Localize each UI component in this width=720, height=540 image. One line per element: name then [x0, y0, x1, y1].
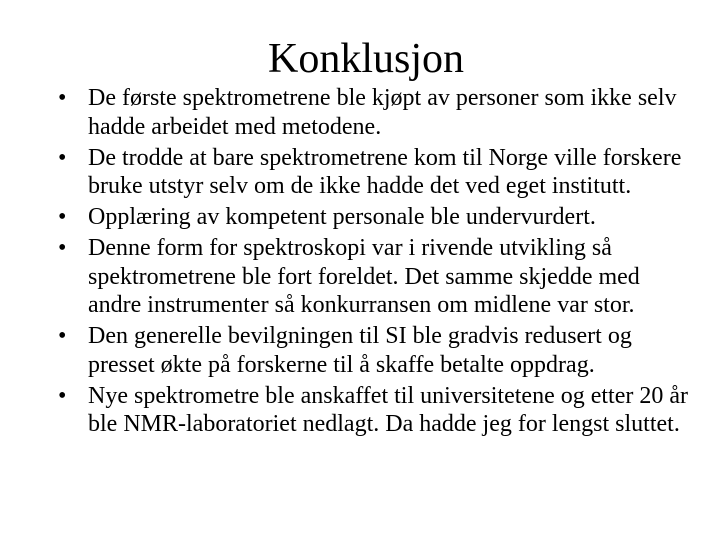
bullet-text: Nye spektrometre ble anskaffet til universitetene og etter 20 år ble NMR-laboratoriet nedlagt. Da hadde jeg for lengst sluttet. [88, 382, 688, 437]
bullet-text: De første spektrometrene ble kjøpt av personer som ikke selv hadde arbeidet med metodene. [88, 85, 677, 140]
bullet-text: Denne form for spektroskopi var i rivende utvikling så spektrometrene ble fort foreldet. Det samme skjedde med andre instrumenter så konkurransen om midlene var stor. [88, 235, 640, 318]
bullet-item [58, 234, 698, 320]
slide-title: Konklusjon [267, 36, 464, 82]
bullet-icon: • [58, 144, 67, 171]
bullet-list [58, 84, 698, 441]
bullet-item [58, 382, 698, 439]
bullet-icon: • [58, 235, 67, 261]
bullet-icon: • [58, 204, 67, 230]
bullet-icon: • [58, 323, 67, 349]
bullet-item [58, 203, 698, 232]
bullet-icon: • [58, 382, 67, 409]
bullet-item [58, 144, 698, 201]
bullet-text: Opplæring av kompetent personale ble undervurdert. [88, 204, 596, 230]
bullet-item [58, 322, 698, 379]
bullet-text: De trodde at bare spektrometrene kom til Norge ville forskere bruke utstyr selv om de ikke hadde det ved eget institutt. [88, 144, 682, 199]
bullet-icon: • [58, 85, 67, 111]
bullet-text: Den generelle bevilgningen til SI ble gradvis redusert og presset økte på forskerne til å skaffe betalte oppdrag. [88, 323, 632, 378]
bullet-item [58, 84, 698, 141]
